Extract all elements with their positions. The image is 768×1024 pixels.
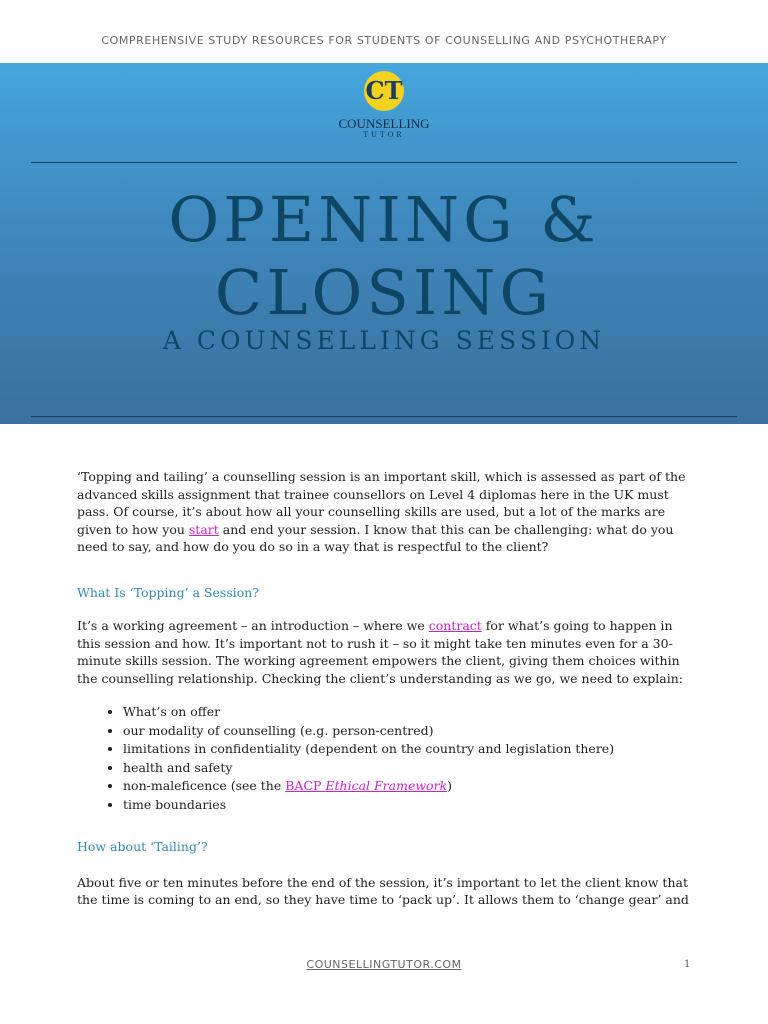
banner-top-divider bbox=[31, 162, 737, 163]
intro-text-a: ‘Topping and tailing’ a counselling session is an important skill, which is assessed as part of the advanced skills assignment that trainee counsellors on Level 4 diplomas here in the UK must pass. Of course, it’s about how all your counselling skills are used, but a lot of the marks are given to how you bbox=[77, 469, 686, 537]
logo-emblem bbox=[364, 71, 404, 111]
bacp-link-text: BACP bbox=[285, 778, 326, 793]
title-banner bbox=[0, 63, 768, 424]
list-item-text-end: ) bbox=[447, 778, 453, 793]
topping-text-b: for what’s going to happen in this session and how. It’s important not to rush it – so it might take ten minutes even for a 30-minute skills session. The working agreement empowers the client, giving them choices within the counselling relationship. Checking the client’s understanding as we go, we need to explain: bbox=[77, 618, 684, 686]
footer-site-link[interactable]: COUNSELLINGTUTOR.COM bbox=[306, 958, 462, 971]
list-item bbox=[123, 777, 697, 796]
page-number: 1 bbox=[684, 959, 691, 970]
logo[interactable] bbox=[0, 71, 768, 140]
bacp-ethical-framework-link[interactable] bbox=[285, 778, 447, 793]
page-subtitle: A COUNSELLING SESSION bbox=[162, 326, 606, 355]
list-item-text: non-maleficence (see the bbox=[123, 778, 286, 793]
explain-list bbox=[77, 703, 697, 814]
contract-link[interactable]: contract bbox=[428, 618, 482, 633]
site-tagline: COMPREHENSIVE STUDY RESOURCES FOR STUDENTS OF COUNSELLING AND PSYCHOTHERAPY bbox=[101, 34, 667, 47]
list-item: • What’s on offer bbox=[123, 703, 697, 722]
list-item: • our modality of counselling (e.g. person-centred) bbox=[123, 722, 697, 741]
intro-paragraph bbox=[77, 468, 697, 556]
logo-wordmark: COUNSELLING bbox=[338, 116, 430, 131]
list-item: • time boundaries bbox=[123, 796, 697, 815]
banner-bottom-divider bbox=[31, 416, 737, 417]
start-link[interactable]: start bbox=[188, 521, 219, 537]
topping-paragraph bbox=[77, 617, 697, 687]
section-heading-tailing: How about ‘Tailing’? bbox=[77, 839, 208, 854]
section-heading-topping: What Is ‘Topping’ a Session? bbox=[77, 584, 260, 600]
ethical-framework-link-text: Ethical Framework bbox=[325, 778, 448, 793]
logo-letters: CT bbox=[365, 76, 403, 105]
list-item: • limitations in confidentiality (dependent on the country and legislation there) bbox=[123, 740, 697, 759]
logo-subword: TUTOR bbox=[363, 130, 405, 139]
list-item: • health and safety bbox=[123, 759, 697, 778]
intro-text-b: and end your session. I know that this can be challenging: what do you need to say, and how do you do so in a way that is respectful to the client? bbox=[77, 521, 674, 554]
page-title bbox=[0, 183, 768, 329]
tailing-paragraph: About five or ten minutes before the end of the session, it’s important to let the client know that the time is coming to an end, so they have time to ‘pack up’. It allows them to ‘change gear’ and bbox=[77, 874, 689, 907]
topping-text-a: It’s a working agreement – an introduction – where we bbox=[77, 618, 429, 633]
page-title-line-2: CLOSING bbox=[214, 256, 554, 329]
article-body bbox=[77, 468, 697, 909]
page-title-line-1: OPENING & bbox=[168, 183, 600, 256]
